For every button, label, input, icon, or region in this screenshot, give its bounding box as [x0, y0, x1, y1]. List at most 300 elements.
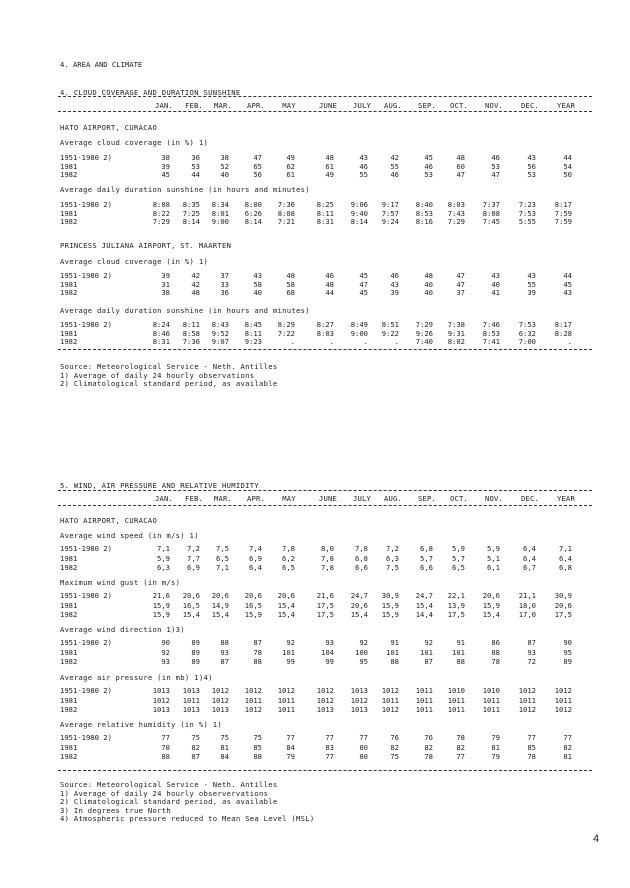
table-cell: 7,1 [559, 544, 572, 553]
table-cell: 8:58 [182, 328, 200, 338]
table-cell: 100 [355, 647, 368, 657]
table-cell: 76 [424, 733, 433, 742]
table-cell: 8:43 [211, 320, 229, 329]
row-label: 1951-1980 2) [60, 638, 112, 647]
table-cell: 87 [424, 657, 433, 666]
table-cell: 6,6 [355, 563, 368, 572]
table-cell: 95 [359, 657, 368, 666]
table-cell: 87 [253, 638, 262, 647]
table-cell: 9:17 [381, 200, 399, 209]
table-cell: 87 [220, 657, 229, 666]
table-cell: 77 [359, 733, 368, 742]
month-header: OCT. [449, 101, 469, 110]
table-cell: 6,5 [216, 553, 229, 563]
table-cell: 81 [220, 742, 229, 752]
row-label: 1981 [60, 208, 78, 218]
table-cell: 1012 [350, 695, 368, 705]
table-cell: 20,6 [277, 591, 295, 600]
table-cell: 7:53 [518, 320, 536, 329]
table-cell: 78 [424, 752, 433, 761]
table-cell: 20,6 [244, 591, 262, 600]
table-row [0, 733, 630, 742]
table-row [0, 638, 630, 647]
table-cell: 17,0 [518, 610, 536, 619]
table-cell: 43 [390, 279, 399, 289]
table-cell: 39 [390, 288, 399, 298]
table-cell: 75 [390, 752, 399, 761]
table-cell: 65 [253, 161, 262, 171]
table-cell: 15,4 [182, 610, 200, 619]
table-cell: 43 [527, 271, 536, 280]
table-cell: 90 [161, 638, 170, 647]
table-cell: 1012 [381, 705, 399, 714]
month-header: FEB. [184, 101, 204, 110]
row-label: 1951-1980 2) [60, 200, 112, 209]
table-cell: 91 [390, 638, 399, 647]
table-cell: 38 [161, 153, 170, 162]
table-cell: 1010 [447, 686, 465, 695]
table-cell: 7:43 [447, 208, 465, 218]
table-cell: 88 [491, 647, 500, 657]
table-row [0, 648, 630, 657]
table-cell: 75 [253, 733, 262, 742]
table-cell: 77 [161, 733, 170, 742]
table-cell: 1013 [152, 686, 170, 695]
table-cell: 15,9 [244, 610, 262, 619]
table-cell: 7,8 [282, 544, 295, 553]
table-cell: 7,1 [216, 563, 229, 572]
table-cell: 78 [527, 752, 536, 761]
table-row [0, 563, 630, 572]
month-header: JUNE [318, 494, 338, 503]
table-cell: 7,4 [249, 544, 262, 553]
table-cell: 58 [286, 279, 295, 289]
footnote: 4) Atmospheric pressure reduced to Mean Sea Level (MSL) [60, 814, 315, 823]
table-row [0, 705, 630, 714]
table-cell: 40 [424, 288, 433, 298]
table-cell: 5,9 [157, 553, 170, 563]
table-cell: 8:24 [152, 320, 170, 329]
table-cell: 6,5 [282, 563, 295, 572]
table-cell: 101 [282, 647, 295, 657]
table-cell: 46 [325, 271, 334, 280]
table-cell: 6,9 [187, 563, 200, 572]
table-cell: 77 [286, 733, 295, 742]
table-cell: 1011 [415, 686, 433, 695]
table-cell: 8:46 [152, 328, 170, 338]
table-cell: 7:21 [277, 217, 295, 227]
table-cell: . [329, 337, 334, 347]
table-cell: 1011 [415, 705, 433, 714]
table-cell: 13,9 [447, 600, 465, 610]
row-label: 1982 [60, 288, 78, 298]
footnote: Source: Meteorological Service - Neth. Antilles [60, 780, 278, 789]
rule [58, 505, 592, 506]
table-cell: 82 [424, 742, 433, 752]
row-label: 1981 [60, 600, 78, 610]
rule [58, 770, 592, 771]
table-cell: 82 [191, 742, 200, 752]
station-name: HATO AIRPORT, CURACAO [60, 123, 158, 132]
table-cell: 88 [220, 638, 229, 647]
table-cell: 99 [325, 657, 334, 666]
table-cell: 46 [424, 161, 433, 171]
table-cell: 8:25 [316, 200, 334, 209]
table-cell: 1013 [211, 705, 229, 714]
table-cell: 8,0 [321, 544, 334, 553]
table-cell: 92 [359, 638, 368, 647]
footnote: 2) Climatological standard period, as available [60, 379, 278, 388]
table-cell: 77 [527, 733, 536, 742]
row-label: 1982 [60, 337, 78, 347]
table-cell: 30,9 [381, 591, 399, 600]
table-cell: 49 [325, 170, 334, 180]
table-row [0, 554, 630, 563]
table-cell: 47 [456, 271, 465, 280]
table-cell: 7:53 [518, 208, 536, 218]
table-cell: 15,4 [482, 610, 500, 619]
table-cell: 47 [253, 153, 262, 162]
table-cell: 45 [359, 288, 368, 298]
table-cell: 1012 [211, 686, 229, 695]
table-row [0, 610, 630, 619]
table-cell: 15,9 [381, 610, 399, 619]
table-cell: 7:40 [415, 337, 433, 347]
table-cell: 7:38 [447, 320, 465, 329]
table-row [0, 544, 630, 553]
table-cell: 79 [286, 752, 295, 761]
table-cell: 93 [325, 638, 334, 647]
table-cell: 9:52 [211, 328, 229, 338]
table-cell: 75 [191, 733, 200, 742]
table-cell: 1013 [152, 705, 170, 714]
table-cell: 48 [456, 153, 465, 162]
table-cell: 8:31 [152, 337, 170, 347]
table-cell: 39 [161, 271, 170, 280]
table-cell: 81 [491, 742, 500, 752]
table-cell: 43 [253, 271, 262, 280]
table-cell: 6,3 [157, 563, 170, 572]
table-cell: 9:24 [381, 217, 399, 227]
row-label: 1982 [60, 610, 78, 619]
table-cell: 40 [220, 170, 229, 180]
rule [58, 111, 592, 112]
table-cell: 52 [220, 161, 229, 171]
table-cell: 58 [253, 279, 262, 289]
row-label: 1982 [60, 170, 78, 180]
table-cell: 8:35 [182, 200, 200, 209]
table-cell: 20,6 [182, 591, 200, 600]
table-cell: 6,8 [420, 544, 433, 553]
table-cell: 7:29 [152, 217, 170, 227]
table-cell: 48 [325, 153, 334, 162]
table-row [0, 217, 630, 226]
table-cell: 45 [359, 271, 368, 280]
table-cell: 88 [456, 657, 465, 666]
table-subtitle: Maximum wind gust (in m/s) [60, 578, 181, 587]
row-label: 1951-1980 2) [60, 320, 112, 329]
table-cell: 55 [527, 279, 536, 289]
table-cell: 7:59 [554, 208, 572, 218]
table-cell: 9:40 [350, 208, 368, 218]
month-header: AUG. [383, 101, 403, 110]
table-cell: 42 [191, 271, 200, 280]
table-row [0, 696, 630, 705]
table-cell: 104 [321, 647, 334, 657]
table-cell: 72 [527, 657, 536, 666]
table-cell: 21,6 [316, 591, 334, 600]
table-row [0, 601, 630, 610]
table-subtitle: Average daily duration sunshine (in hours and minutes) [60, 306, 310, 315]
table-cell: 15,4 [211, 610, 229, 619]
table-cell: 9:23 [244, 337, 262, 347]
row-label: 1982 [60, 217, 78, 227]
table-cell: 47 [456, 279, 465, 289]
table-cell: 18,0 [518, 600, 536, 610]
table-cell: 86 [491, 638, 500, 647]
table-cell: 37 [456, 288, 465, 298]
table-cell: 6,9 [249, 553, 262, 563]
table-cell: 77 [325, 733, 334, 742]
table-cell: 5,7 [420, 553, 433, 563]
table-cell: 5:55 [518, 217, 536, 227]
table-cell: 80 [359, 742, 368, 752]
table-cell: 5,1 [487, 553, 500, 563]
table-cell: 20,6 [350, 600, 368, 610]
table-cell: 48 [424, 271, 433, 280]
table-cell: 8:03 [316, 328, 334, 338]
table-cell: 1011 [554, 695, 572, 705]
table-row [0, 591, 630, 600]
table-cell: 20,6 [482, 591, 500, 600]
table-cell: 43 [359, 153, 368, 162]
table-cell: 15,9 [152, 610, 170, 619]
table-cell: 1011 [244, 695, 262, 705]
table-cell: 8:31 [316, 217, 334, 227]
table-cell: 7:36 [182, 337, 200, 347]
table-cell: 7,5 [216, 544, 229, 553]
month-header: MAY [282, 494, 296, 503]
table-cell: 1012 [381, 686, 399, 695]
table-cell: 56 [253, 170, 262, 180]
table-cell: 7,2 [187, 544, 200, 553]
month-header: JAN. [154, 101, 174, 110]
table-cell: 6,4 [523, 553, 536, 563]
table-cell: 44 [563, 153, 572, 162]
table-cell: 89 [563, 657, 572, 666]
table-cell: 1013 [182, 705, 200, 714]
month-header: DEC. [520, 494, 540, 503]
table-cell: 62 [286, 161, 295, 171]
table-cell: 68 [286, 288, 295, 298]
table-cell: 40 [424, 279, 433, 289]
section-title: 4. CLOUD COVERAGE AND DURATION SUNSHINE [60, 88, 241, 97]
table-cell: 84 [220, 752, 229, 761]
table-cell: 1012 [244, 705, 262, 714]
table-cell: 39 [527, 288, 536, 298]
table-cell: 53 [424, 170, 433, 180]
table-cell: 8:02 [447, 337, 465, 347]
table-cell: 8:53 [415, 208, 433, 218]
page-number: 4 [593, 833, 600, 845]
table-cell: 45 [161, 170, 170, 180]
table-cell: 46 [359, 161, 368, 171]
table-cell: 8:11 [244, 328, 262, 338]
footnote: Source: Meteorological Service - Neth. Antilles [60, 362, 278, 371]
table-cell: 7:00 [518, 337, 536, 347]
table-cell: 76 [390, 733, 399, 742]
table-cell: 9:07 [211, 337, 229, 347]
table-cell: 7:29 [415, 320, 433, 329]
table-cell: 1013 [316, 705, 334, 714]
row-label: 1981 [60, 161, 78, 171]
month-header: JULY [352, 101, 372, 110]
table-cell: 41 [491, 288, 500, 298]
table-cell: 7:46 [482, 320, 500, 329]
table-cell: 15,4 [415, 600, 433, 610]
month-header: JUNE [318, 101, 338, 110]
month-header-row [0, 494, 630, 503]
table-cell: 90 [563, 638, 572, 647]
table-cell: 1011 [447, 695, 465, 705]
table-cell: 1013 [350, 705, 368, 714]
table-cell: 9:00 [350, 328, 368, 338]
table-cell: 15,4 [277, 610, 295, 619]
table-cell: 47 [456, 170, 465, 180]
table-cell: 82 [390, 742, 399, 752]
table-cell: 83 [325, 742, 334, 752]
table-cell: 87 [191, 752, 200, 761]
table-cell: 43 [491, 271, 500, 280]
row-label: 1951-1980 2) [60, 733, 112, 742]
table-cell: 6,8 [559, 563, 572, 572]
table-cell: 61 [286, 170, 295, 180]
table-cell: 1012 [518, 705, 536, 714]
table-cell: 20,6 [554, 600, 572, 610]
table-cell: 8:14 [182, 217, 200, 227]
table-cell: 9:06 [350, 200, 368, 209]
table-subtitle: Average wind speed (in m/s) 1) [60, 531, 199, 540]
table-cell: 8:08 [152, 200, 170, 209]
table-cell: 17,5 [316, 600, 334, 610]
table-cell: 14,9 [211, 600, 229, 610]
row-label: 1951-1980 2) [60, 271, 112, 280]
table-cell: 101 [386, 647, 399, 657]
table-cell: 92 [424, 638, 433, 647]
table-cell: 15,4 [277, 600, 295, 610]
month-header: NOV. [484, 494, 504, 503]
table-cell: 1012 [518, 686, 536, 695]
table-cell: 5,7 [452, 553, 465, 563]
month-header: MAR. [213, 494, 233, 503]
month-header: SEP. [417, 101, 437, 110]
table-cell: 38 [220, 153, 229, 162]
table-cell: 92 [286, 638, 295, 647]
table-cell: 7,1 [157, 544, 170, 553]
row-label: 1982 [60, 657, 78, 666]
table-subtitle: Average relative humidity (in %) 1) [60, 720, 222, 729]
table-cell: 8:11 [316, 208, 334, 218]
table-subtitle: Average cloud coverage (in %) 1) [60, 138, 209, 147]
table-cell: 78 [253, 647, 262, 657]
table-cell: . [363, 337, 368, 347]
table-cell: 48 [191, 288, 200, 298]
row-label: 1951-1980 2) [60, 153, 112, 162]
month-header: NOV. [484, 101, 504, 110]
table-cell: 79 [491, 733, 500, 742]
table-cell: 5,9 [487, 544, 500, 553]
table-cell: 7:57 [381, 208, 399, 218]
rule [58, 349, 592, 350]
table-cell: 8:29 [277, 320, 295, 329]
table-cell: 16,5 [182, 600, 200, 610]
table-cell: 45 [424, 153, 433, 162]
table-cell: 48 [325, 279, 334, 289]
table-row [0, 288, 630, 297]
table-cell: 84 [286, 742, 295, 752]
table-cell: 38 [161, 288, 170, 298]
station-name: HATO AIRPORT, CURACAO [60, 516, 158, 525]
table-cell: 81 [563, 752, 572, 761]
month-header: JULY [352, 494, 372, 503]
table-cell: 93 [220, 647, 229, 657]
table-cell: 7:25 [182, 208, 200, 218]
table-cell: 82 [563, 742, 572, 752]
table-cell: 44 [325, 288, 334, 298]
table-cell: 47 [491, 170, 500, 180]
rule [58, 490, 592, 491]
table-cell: 91 [456, 638, 465, 647]
table-cell: 8:03 [447, 200, 465, 209]
table-cell: 7:59 [554, 217, 572, 227]
table-cell: . [290, 337, 295, 347]
month-header: APR. [246, 101, 266, 110]
table-cell: 93 [161, 657, 170, 666]
table-cell: 47 [359, 279, 368, 289]
table-cell: 50 [563, 170, 572, 180]
table-cell: 53 [527, 170, 536, 180]
table-cell: 43 [527, 153, 536, 162]
table-cell: 89 [191, 657, 200, 666]
table-cell: 56 [527, 161, 536, 171]
rule [58, 96, 592, 97]
table-cell: 95 [563, 647, 572, 657]
table-cell: 1012 [554, 686, 572, 695]
table-cell: 6:32 [518, 328, 536, 338]
table-cell: 101 [452, 647, 465, 657]
table-cell: 8:27 [316, 320, 334, 329]
table-cell: 14,4 [415, 610, 433, 619]
table-cell: 1011 [182, 695, 200, 705]
table-cell: 9:22 [381, 328, 399, 338]
table-cell: 99 [286, 657, 295, 666]
table-cell: 7:45 [482, 217, 500, 227]
table-cell: 8:11 [182, 320, 200, 329]
table-cell: 6,4 [523, 544, 536, 553]
section-title: 5. WIND, AIR PRESSURE AND RELATIVE HUMIDITY [60, 481, 259, 490]
table-subtitle: Average air pressure (in mb) 1)4) [60, 673, 213, 682]
table-cell: 7:29 [447, 217, 465, 227]
table-cell: 7,8 [355, 544, 368, 553]
row-label: 1981 [60, 553, 78, 563]
table-subtitle: Average cloud coverage (in %) 1) [60, 257, 209, 266]
table-cell: 8:34 [211, 200, 229, 209]
table-cell: 89 [191, 638, 200, 647]
table-cell: 8:22 [152, 208, 170, 218]
table-cell: 8:08 [482, 208, 500, 218]
table-cell: 36 [191, 153, 200, 162]
table-cell: 92 [161, 647, 170, 657]
